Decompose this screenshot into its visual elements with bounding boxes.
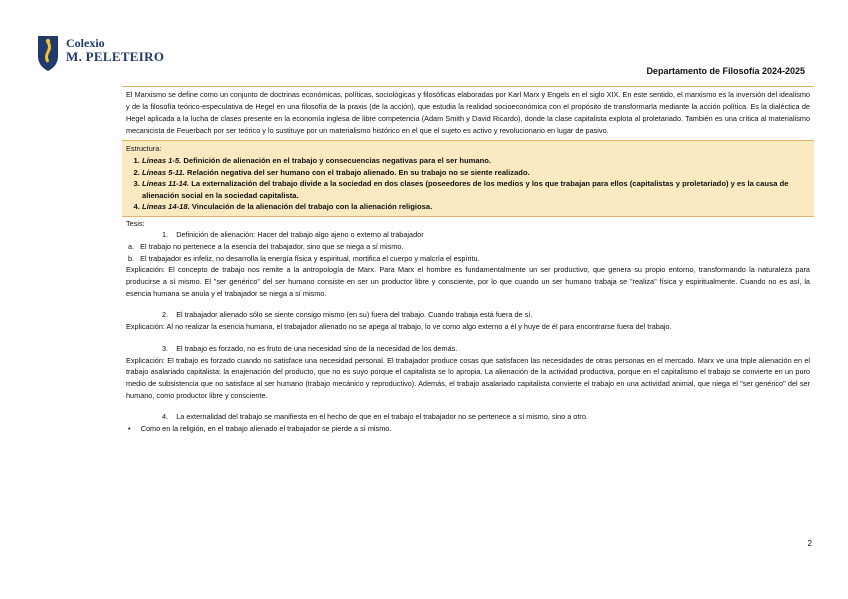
thesis-1-point-b: b. El trabajador es infeliz, no desarrolla la energía física y espiritual, mortifica el cuerpo y malcría el espíritu. [128,253,480,263]
document-body [122,86,814,436]
page-number: 2 [807,539,812,548]
estructura-item-lines: Líneas 5-11. [142,167,185,177]
estructura-item-text: Vinculación de la alienación del trabajo con la alienación religiosa. [189,202,433,211]
estructura-item-text: Definición de alienación en el trabajo y consecuencias negativas para el ser humano. [181,156,492,165]
school-name-line1: Colexio [66,36,105,50]
thesis-4-bullet: • Como en la religión, en el trabajo alienado el trabajador se pierde a sí mismo. [128,424,392,434]
school-name [66,36,164,64]
estructura-item [142,178,810,201]
thesis-2-explanation: Explicación: Al no realizar la esencia humana, el trabajador alienado no se apega al trabajo, lo ve como algo externo a él y huye de él para encontrarse fuera del trabajo. [126,322,672,332]
estructura-item-text: La externalización del trabajo divide a la sociedad en dos clases (poseedores de los medios y los que trabajan para ellos (capitalistas y proletariado) y es la causa de alienación social en la sociedad capitalista. [142,179,789,200]
school-name-line2: M. PELETEIRO [66,49,165,64]
estructura-item-lines: Líneas 1-5. [142,156,182,165]
tesis-title: Tesis: [126,218,145,228]
estructura-item [142,201,810,213]
estructura-title: Estructura: [126,144,162,153]
department-title: Departamento de Filosofía 2024-2025 [646,66,805,76]
thesis-3-explanation: Explicación: El trabajo es forzado cuando no satisface una necesidad personal. El trabajador produce cosas que satisfacen las necesidades de otras personas en el mercado. Marx ve una triple alienación en el trabajo asalariado capitalista: la enajenación del producto, que no es suyo porque el capitalista se lo apropia. La alienación de la actividad productiva, porque en el capitalismo el trabajo se convierte en un puro medio de subsistencia que no satisface al ser humano (trabajo mecánico y reproductivo). Además, el trabajo asalariado capitalista convierte el trabajo en una actividad animal, que niega el "ser genérico" del ser humano, como productor libre y consciente. [126,355,810,400]
thesis-1-point-a: a. El trabajo no pertenece a la esencia del trabajador, sino que se niega a sí mismo. [128,241,404,251]
thesis-1-explanation: Explicación: El concepto de trabajo nos remite a la antropología de Marx. Para Marx el hombre es fundamentalmente un ser productivo, que genera su propio entorno, transformando la naturaleza para producirse a sí mismo. El "ser genérico" del ser humano consiste en ser un productor libre y consciente, por lo que cuando un ser humano trabaja se "realiza" física y espiritualmente. Cuando no es así, la esencia humana se anula y el trabajador se niega a sí mismo. [126,265,810,298]
thesis-2-heading: 2. El trabajador alienado sólo se siente consigo mismo (en su) fuera del trabajo. Cuando trabaja está fuera de sí. [162,310,533,320]
school-logo [36,34,186,76]
estructura-list [126,155,810,213]
estructura-item-text: Relación negativa del ser humano con el trabajo alienado. En su trabajo no se siente realizado. [184,167,530,177]
estructura-item [142,155,810,167]
thesis-4-heading: 4. La externalidad del trabajo se manifiesta en el hecho de que en el trabajo el trabajador no se pertenece a sí mismo, sino a otro. [162,412,588,422]
shield-icon [36,34,60,72]
intro-paragraph: El Marxismo se define como un conjunto de doctrinas económicas, políticas, sociológicas y filosóficas elaboradas por Karl Marx y Engels en el siglo XIX. En este sentido, el marxismo es la inversión del idealismo y de la filosofía teórico-especulativa de Hegel en una filosofía de la praxis (de la acción), que estudia la realidad socioeconómica con el propósito de transformarla mediante la acción política. Es la dialéctica de Hegel aplicada a la lucha de clases presente en la economía inglesa de libre competencia (Adam Smith y David Ricardo), donde la clase capitalista explota al proletariado. También es una crítica al materialismo mecanicista de Feuerbach por ser teórico y lo sustituye por un materialismo histórico en el que el sujeto es activo y revolucionario en lugar de pasivo. [122,86,814,141]
tesis-section [122,217,814,436]
estructura-item [142,167,810,179]
thesis-1-heading: 1. Definición de alienación: Hacer del trabajo algo ajeno o externo al trabajador [162,230,424,240]
thesis-3-heading: 3. El trabajo es forzado, no es fruto de una necesidad sino de la necesidad de los demás. [162,343,458,353]
estructura-item-lines: Líneas 14-18. [142,202,190,211]
estructura-section [122,141,814,217]
estructura-item-lines: Líneas 11-14. [142,179,190,188]
